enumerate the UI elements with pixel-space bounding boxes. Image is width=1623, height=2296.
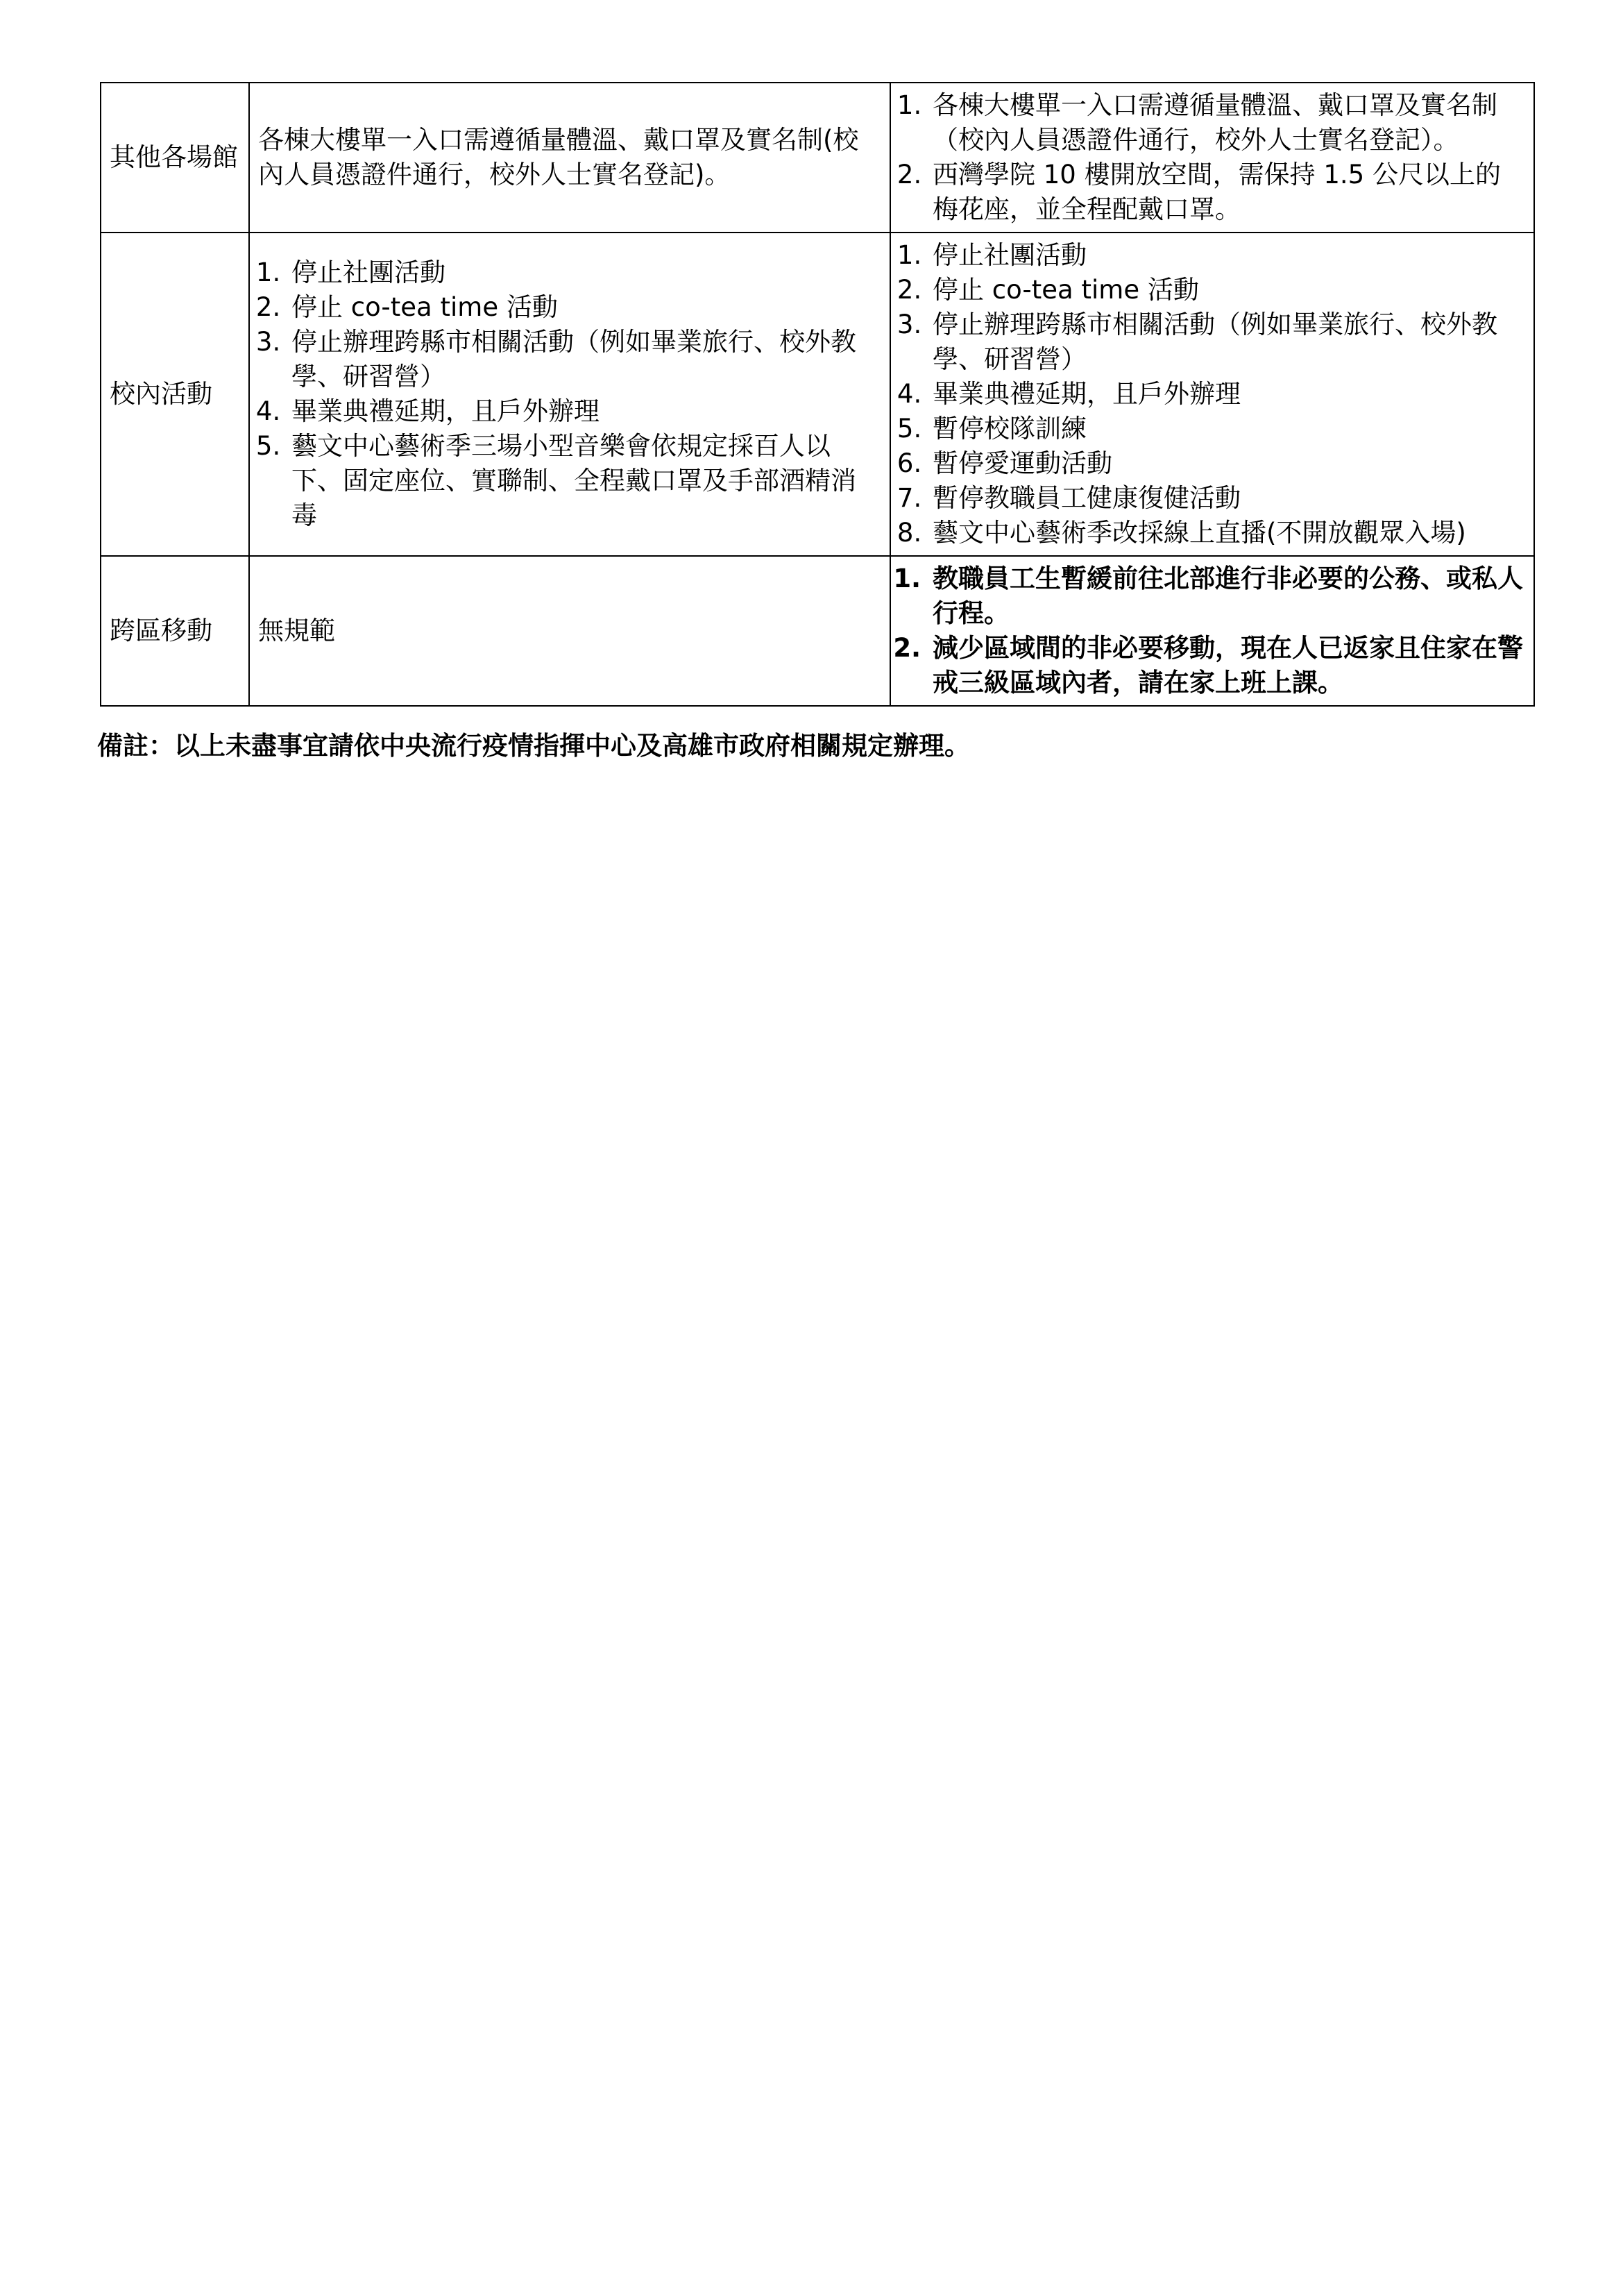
list-item: 4. 畢業典禮延期，且戶外辦理 — [930, 377, 1525, 412]
list-item: 1. 教職員工生暫緩前往北部進行非必要的公務、或私人行程。 — [930, 562, 1525, 631]
venues-rule-list — [899, 88, 1525, 227]
list-item: 1. 停止社團活動 — [930, 238, 1525, 273]
row-label-venues: 其他各場館 — [101, 83, 249, 233]
list-item: 1. 停止社團活動 — [289, 255, 881, 290]
list-item: 8. 藝文中心藝術季改採線上直播(不開放觀眾入場) — [930, 516, 1525, 550]
remark-note: 備註：以上未盡事宜請依中央流行疫情指揮中心及高雄市政府相關規定辦理。 — [97, 731, 970, 761]
campus-activities-new — [890, 233, 1534, 556]
list-item: 7. 暫停教職員工健康復健活動 — [930, 481, 1525, 516]
list-item: 3. 停止辦理跨縣市相關活動（例如畢業旅行、校外教學、研習營） — [289, 325, 881, 394]
venues-rule-new — [890, 83, 1534, 233]
list-item: 6. 暫停愛運動活動 — [930, 446, 1525, 481]
campus-activities-current-list — [258, 255, 881, 533]
cross-region-current: 無規範 — [249, 556, 890, 706]
list-item: 1. 各棟大樓單一入口需遵循量體溫、戴口罩及實名制（校內人員憑證件通行，校外人士實名登記）。 — [930, 88, 1525, 158]
list-item: 5. 藝文中心藝術季三場小型音樂會依規定採百人以下、固定座位、實聯制、全程戴口罩及手部酒精消毒 — [289, 429, 881, 533]
row-label-campus-activities: 校內活動 — [101, 233, 249, 556]
list-item: 2. 停止 co-tea time 活動 — [930, 273, 1525, 307]
campus-activities-current — [249, 233, 890, 556]
list-item: 5. 暫停校隊訓練 — [930, 412, 1525, 446]
table-row — [101, 556, 1534, 706]
rules-table — [100, 82, 1535, 707]
list-item: 2. 停止 co-tea time 活動 — [289, 290, 881, 325]
cross-region-new-list — [899, 562, 1525, 700]
list-item: 4. 畢業典禮延期，且戶外辦理 — [289, 394, 881, 429]
table-row — [101, 83, 1534, 233]
campus-activities-new-list — [899, 238, 1525, 550]
table-row — [101, 233, 1534, 556]
list-item: 2. 減少區域間的非必要移動，現在人已返家且住家在警戒三級區域內者，請在家上班上課。 — [930, 631, 1525, 700]
venues-rule-current: 各棟大樓單一入口需遵循量體溫、戴口罩及實名制(校內人員憑證件通行，校外人士實名登記)。 — [249, 83, 890, 233]
row-label-cross-region: 跨區移動 — [101, 556, 249, 706]
list-item: 3. 停止辦理跨縣市相關活動（例如畢業旅行、校外教學、研習營） — [930, 307, 1525, 377]
cross-region-new — [890, 556, 1534, 706]
list-item: 2. 西灣學院 10 樓開放空間，需保持 1.5 公尺以上的梅花座，並全程配戴口罩。 — [930, 158, 1525, 227]
